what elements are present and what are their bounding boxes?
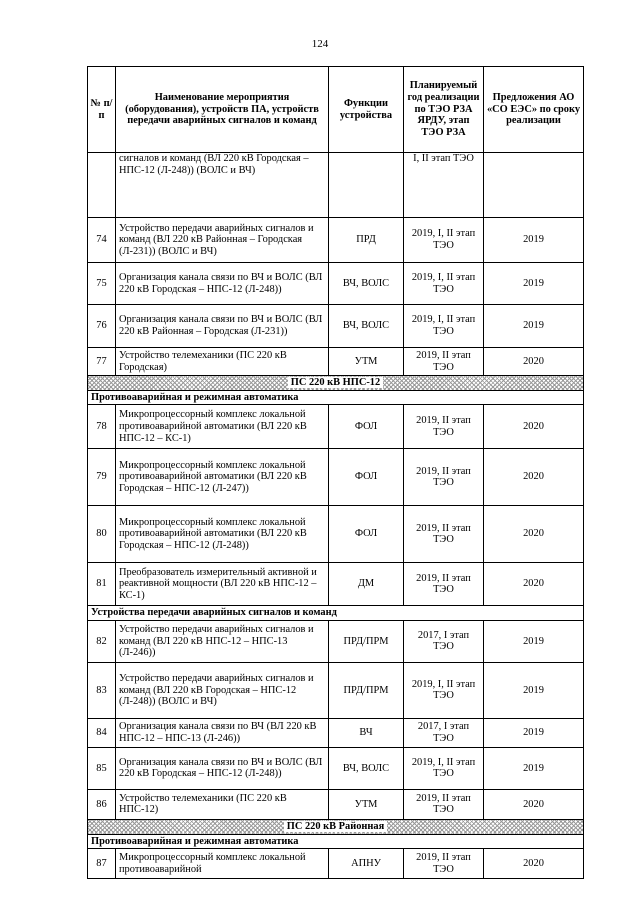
header-name: Наименование мероприятия (оборудования), устройств ПА, устройств передачи аварийных сигналов и команд — [116, 67, 329, 153]
row-name: Преобразователь измерительный активной и реактивной мощности (ВЛ 220 кВ НПС-12 – КС-1) — [116, 563, 329, 606]
row-planned-year: 2019, I, II этап ТЭО — [404, 747, 484, 789]
subsection-title: Противоаварийная и режимная автоматика — [88, 834, 584, 849]
row-name: Устройство телемеханики (ПС 220 кВ Городская) — [116, 348, 329, 376]
row-function: ФОЛ — [329, 506, 404, 563]
table-row — [88, 153, 584, 218]
row-function: ПРД — [329, 218, 404, 263]
row-function: ВЧ, ВОЛС — [329, 305, 404, 348]
row-proposal: 2019 — [484, 263, 584, 305]
row-proposal: 2019 — [484, 305, 584, 348]
row-num: 87 — [88, 849, 116, 879]
row-num: 83 — [88, 662, 116, 718]
table-row — [88, 789, 584, 819]
table-row — [88, 506, 584, 563]
row-function: ФОЛ — [329, 405, 404, 449]
row-proposal: 2020 — [484, 563, 584, 606]
row-num: 74 — [88, 218, 116, 263]
row-num — [88, 153, 116, 218]
table-row — [88, 305, 584, 348]
row-proposal: 2019 — [484, 747, 584, 789]
row-planned-year: 2019, II этап ТЭО — [404, 563, 484, 606]
table-row — [88, 348, 584, 376]
row-name: Устройство передачи аварийных сигналов и команд (ВЛ 220 кВ Городская – НПС-12 (Л-248)) (ВОЛС и ВЧ) — [116, 662, 329, 718]
row-proposal: 2019 — [484, 620, 584, 662]
row-num: 77 — [88, 348, 116, 376]
row-name: Микропроцессорный комплекс локальной противоаварийной — [116, 849, 329, 879]
table-row — [88, 849, 584, 879]
row-name: Устройство передачи аварийных сигналов и команд (ВЛ 220 кВ Районная – Городская (Л-231)) (ВОЛС и ВЧ) — [116, 218, 329, 263]
row-function: ВЧ, ВОЛС — [329, 747, 404, 789]
row-function — [329, 153, 404, 218]
row-planned-year: 2019, II этап ТЭО — [404, 449, 484, 506]
row-name: Организация канала связи по ВЧ и ВОЛС (ВЛ 220 кВ Городская – НПС-12 (Л-248)) — [116, 747, 329, 789]
row-num: 85 — [88, 747, 116, 789]
row-num: 84 — [88, 718, 116, 747]
section-row — [88, 819, 584, 834]
row-proposal: 2020 — [484, 405, 584, 449]
row-proposal: 2019 — [484, 662, 584, 718]
row-planned-year: I, II этап ТЭО — [404, 153, 484, 218]
subsection-row — [88, 390, 584, 405]
row-planned-year: 2019, II этап ТЭО — [404, 789, 484, 819]
row-name: Организация канала связи по ВЧ и ВОЛС (ВЛ 220 кВ Районная – Городская (Л-231)) — [116, 305, 329, 348]
row-name: Организация канала связи по ВЧ и ВОЛС (ВЛ 220 кВ Городская – НПС-12 (Л-248)) — [116, 263, 329, 305]
subsection-row — [88, 834, 584, 849]
row-name: Микропроцессорный комплекс локальной противоаварийной автоматики (ВЛ 220 кВ НПС-12 – КС-1) — [116, 405, 329, 449]
row-planned-year: 2019, I, II этап ТЭО — [404, 263, 484, 305]
row-proposal: 2020 — [484, 449, 584, 506]
row-planned-year: 2019, I, II этап ТЭО — [404, 305, 484, 348]
table-row — [88, 405, 584, 449]
table-row — [88, 718, 584, 747]
table-row — [88, 263, 584, 305]
header-num: № п/п — [88, 67, 116, 153]
table-row — [88, 662, 584, 718]
row-proposal: 2020 — [484, 506, 584, 563]
table-row — [88, 563, 584, 606]
row-name: Микропроцессорный комплекс локальной противоаварийной автоматики (ВЛ 220 кВ Городская – НПС-12 (Л-248)) — [116, 506, 329, 563]
row-planned-year: 2019, I, II этап ТЭО — [404, 662, 484, 718]
row-planned-year: 2019, I, II этап ТЭО — [404, 218, 484, 263]
row-num: 82 — [88, 620, 116, 662]
section-title: ПС 220 кВ Районная — [284, 821, 387, 832]
row-function: ВЧ, ВОЛС — [329, 263, 404, 305]
measures-table — [87, 66, 584, 879]
row-function: ПРД/ПРМ — [329, 662, 404, 718]
row-num: 86 — [88, 789, 116, 819]
section-title: ПС 220 кВ НПС-12 — [288, 377, 383, 388]
row-num: 79 — [88, 449, 116, 506]
row-planned-year: 2017, I этап ТЭО — [404, 620, 484, 662]
row-function: УТМ — [329, 348, 404, 376]
row-proposal: 2020 — [484, 789, 584, 819]
row-proposal: 2020 — [484, 348, 584, 376]
row-planned-year: 2017, I этап ТЭО — [404, 718, 484, 747]
row-planned-year: 2019, II этап ТЭО — [404, 506, 484, 563]
row-name: Устройство телемеханики (ПС 220 кВ НПС-12) — [116, 789, 329, 819]
row-name: Организация канала связи по ВЧ (ВЛ 220 кВ НПС-12 – НПС-13 (Л-246)) — [116, 718, 329, 747]
row-proposal: 2019 — [484, 218, 584, 263]
subsection-title: Устройства передачи аварийных сигналов и команд — [88, 606, 584, 621]
table-header-row — [88, 67, 584, 153]
row-function: АПНУ — [329, 849, 404, 879]
row-num: 80 — [88, 506, 116, 563]
table-row — [88, 218, 584, 263]
row-function: ДМ — [329, 563, 404, 606]
row-proposal: 2020 — [484, 849, 584, 879]
row-name: Устройство передачи аварийных сигналов и команд (ВЛ 220 кВ НПС-12 – НПС-13 (Л-246)) — [116, 620, 329, 662]
table-row — [88, 449, 584, 506]
row-num: 76 — [88, 305, 116, 348]
row-function: ВЧ — [329, 718, 404, 747]
page-number: 124 — [311, 38, 329, 50]
row-num: 78 — [88, 405, 116, 449]
row-proposal — [484, 153, 584, 218]
row-num: 75 — [88, 263, 116, 305]
row-function: УТМ — [329, 789, 404, 819]
row-planned-year: 2019, II этап ТЭО — [404, 405, 484, 449]
header-proposal: Предложения АО «СО ЕЭС» по сроку реализации — [484, 67, 584, 153]
subsection-row — [88, 606, 584, 621]
table-row — [88, 620, 584, 662]
row-function: ПРД/ПРМ — [329, 620, 404, 662]
row-name: сигналов и команд (ВЛ 220 кВ Городская – НПС-12 (Л-248)) (ВОЛС и ВЧ) — [116, 153, 329, 218]
subsection-title: Противоаварийная и режимная автоматика — [88, 390, 584, 405]
row-planned-year: 2019, II этап ТЭО — [404, 849, 484, 879]
section-row — [88, 376, 584, 391]
row-num: 81 — [88, 563, 116, 606]
row-name: Микропроцессорный комплекс локальной противоаварийной автоматики (ВЛ 220 кВ Городская – НПС-12 (Л-247)) — [116, 449, 329, 506]
row-planned-year: 2019, II этап ТЭО — [404, 348, 484, 376]
table-row — [88, 747, 584, 789]
header-planned-year: Планируемый год реализации по ТЭО РЗА ЯРДУ, этап ТЭО РЗА — [404, 67, 484, 153]
row-proposal: 2019 — [484, 718, 584, 747]
header-function: Функции устройства — [329, 67, 404, 153]
row-function: ФОЛ — [329, 449, 404, 506]
